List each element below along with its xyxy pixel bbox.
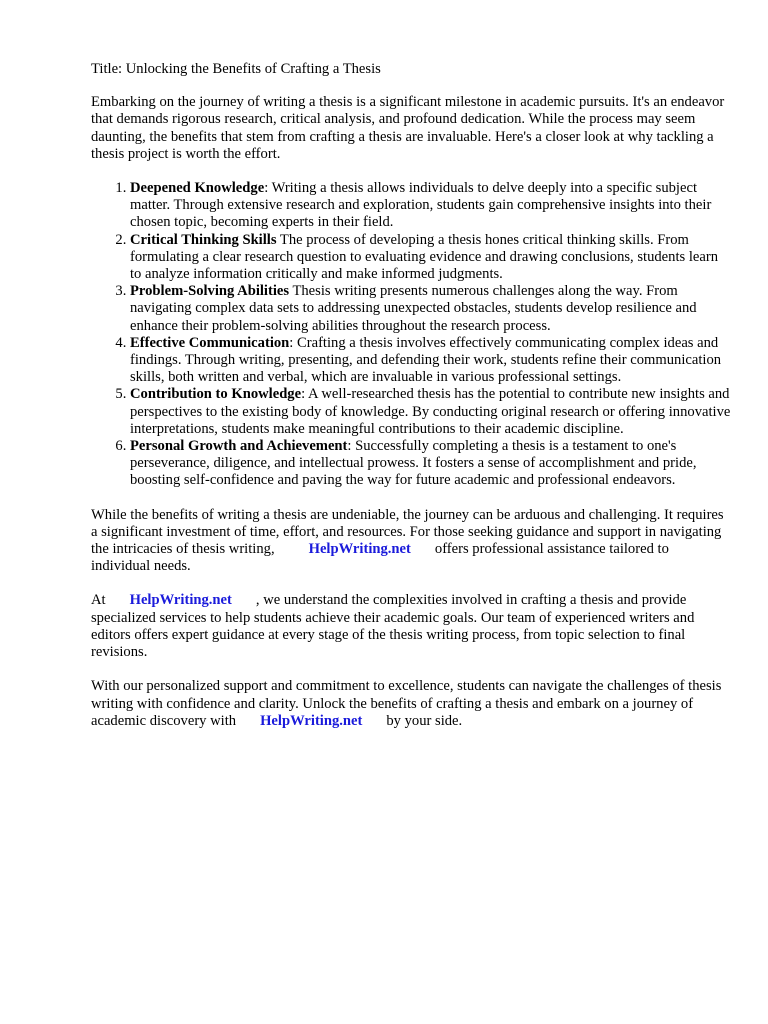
services-text-end: , we understand the complexities involved in crafting a thesis and provide specialized services to help students achieve their academic goals. Our team of experienced writers and editors offers expert guidance at every stage of the thesis writing process, from topic selection to final revisions. (91, 592, 695, 661)
helpwriting-link[interactable]: HelpWriting.net (129, 592, 232, 609)
services-text-start: At (91, 592, 106, 609)
benefit-text: : Crafting a thesis involves effectively communicating complex ideas and findings. Through writing, presenting, and defending their work, students refine their communication skills, both written and verbal, which are invaluable in various professional settings. (130, 334, 722, 386)
guidance-paragraph (91, 507, 731, 576)
services-paragraph (91, 592, 731, 661)
guidance-text-end: offers professional assistance tailored to individual needs. (91, 541, 669, 575)
list-item (130, 232, 731, 284)
benefit-term: Contribution to Knowledge (130, 386, 302, 403)
benefit-text: : Writing a thesis allows individuals to delve deeply into a specific subject matter. Through extensive research and exploration, students gain comprehensive insights into their chosen topic, becoming experts in their field. (130, 180, 712, 231)
list-item (130, 335, 731, 387)
closing-text-start: With our personalized support and commitment to excellence, students can navigate the challenges of thesis writing with confidence and clarity. Unlock the benefits of crafting a thesis and embark on a journey of academic discovery with (91, 678, 722, 729)
benefit-term: Deepened Knowledge (130, 180, 265, 197)
list-item (130, 386, 731, 438)
benefit-term: Effective Communication (130, 334, 290, 351)
helpwriting-link[interactable]: HelpWriting.net (260, 712, 363, 729)
list-item (130, 438, 731, 490)
benefit-term: Critical Thinking Skills (130, 231, 277, 248)
benefit-text: Thesis writing presents numerous challenges along the way. From navigating complex data sets to addressing unexpected obstacles, students develop resilience and enhance their problem-solving abilities throughout the research process. (130, 283, 697, 334)
document-title: Title: Unlocking the Benefits of Crafting a Thesis (91, 61, 381, 77)
closing-text-end: by your side. (386, 712, 463, 729)
benefits-list (91, 180, 731, 490)
list-item (130, 283, 731, 335)
benefit-text: : Successfully completing a thesis is a testament to one's perseverance, diligence, and intellectual prowess. It fosters a sense of accomplishment and pride, boosting self-confidence and paving the way for future academic and professional endeavors. (130, 438, 697, 489)
guidance-text-start: While the benefits of writing a thesis are undeniable, the journey can be arduous and challenging. It requires a significant investment of time, effort, and resources. For those seeking guidance and support in navigating the intricacies of thesis writing, (91, 506, 724, 558)
benefit-term: Personal Growth and Achievement (130, 438, 348, 455)
intro-paragraph: Embarking on the journey of writing a thesis is a significant milestone in academic pursuits. It's an endeavor that demands rigorous research, critical analysis, and profound dedication. While the process may seem daunting, the benefits that stem from crafting a thesis are invaluable. Here's a closer look at why tackling a thesis project is worth the effort. (91, 94, 725, 162)
document-page (91, 61, 731, 747)
closing-paragraph (91, 678, 731, 730)
list-item (130, 180, 731, 232)
benefit-text: : A well-researched thesis has the potential to contribute new insights and perspectives to the existing body of knowledge. By conducting original research or offering innovative interpretations, students make meaningful contributions to their academic discipline. (130, 386, 731, 437)
benefit-term: Problem-Solving Abilities (130, 283, 290, 300)
benefit-text: The process of developing a thesis hones critical thinking skills. From formulating a clear research question to evaluating evidence and drawing conclusions, students learn to analyze information critically and make informed judgments. (130, 231, 719, 283)
helpwriting-link[interactable]: HelpWriting.net (308, 541, 411, 558)
